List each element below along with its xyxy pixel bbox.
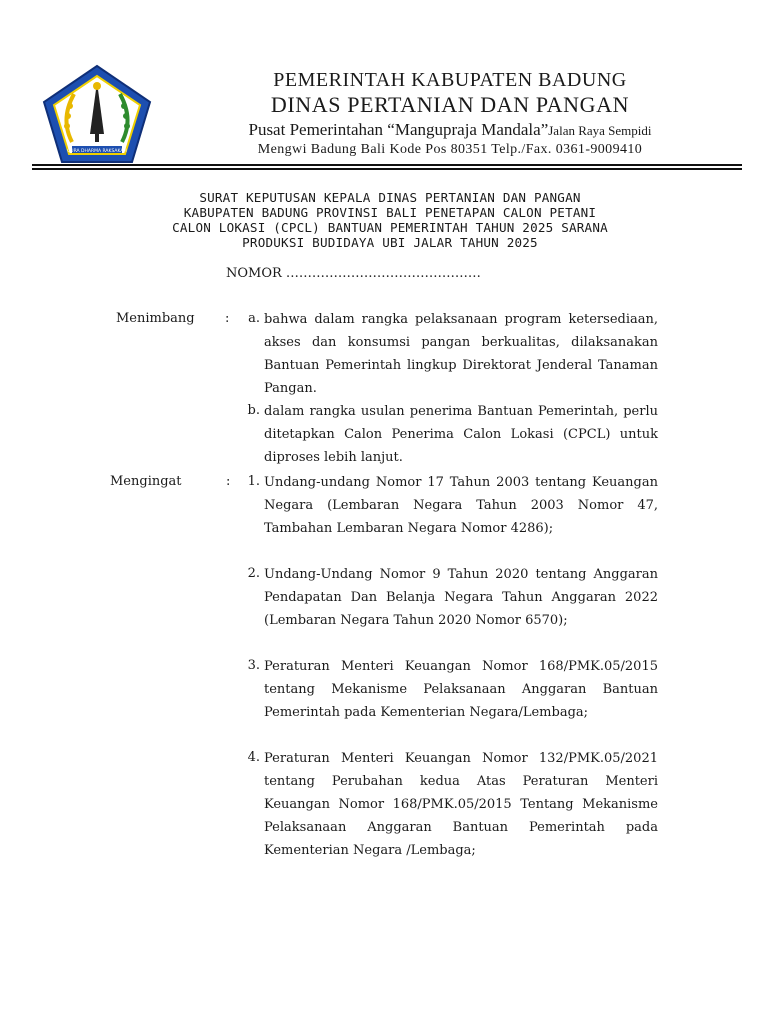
menimbang-mark-b: b. (247, 403, 260, 418)
mengingat-item-1: Undang-undang Nomor 17 Tahun 2003 tentang Keuangan Negara (Lembaran Negara Tahun 2003 Nomor 47, Tambahan Lembaran Negara Nomor 4286); (264, 475, 658, 536)
gov-name: PEMERINTAH KABUPATEN BADUNG (273, 69, 627, 91)
menimbang-item-a: bahwa dalam rangka pelaksanaan program ketersediaan, akses dan konsumsi pangan berkualitas, dilaksanakan Bantuan Pemerintah lingkup Direktorat Jenderal Tanaman Pangan. (264, 312, 658, 396)
document-title: SURAT KEPUTUSAN KEPALA DINAS PERTANIAN DAN PANGAN KABUPATEN BADUNG PROVINSI BALI PENETAPAN CALON PETANI CALON LOKASI (CPCL) BANTUAN PEMERINTAH TAHUN 2025 SARANA PRODUKSI BUDIDAYA UBI JALAR TAHUN 2025 (172, 190, 608, 250)
mengingat-colon: : (226, 474, 231, 489)
mengingat-mark-4: 4. (247, 750, 260, 765)
address-line1: Pusat Pemerintahan “Mangupraja Mandala”Jalan Raya Sempidi (248, 120, 652, 139)
document-number: NOMOR ……………………………………… (226, 266, 481, 281)
mengingat-mark-3: 3. (247, 658, 260, 673)
badung-regency-logo (42, 64, 152, 164)
menimbang-item-b: dalam rangka usulan penerima Bantuan Pemerintah, perlu ditetapkan Calon Penerima Calon Lokasi (CPCL) untuk diproses lebih lanjut. (264, 404, 658, 465)
menimbang-label: Menimbang (116, 311, 195, 326)
svg-text:CURA DHARMA RAKSAKAH: CURA DHARMA RAKSAKAH (67, 149, 127, 154)
mengingat-item-4: Peraturan Menteri Keuangan Nomor 132/PMK.05/2021 tentang Perubahan kedua Atas Peraturan Menteri Keuangan Nomor 168/PMK.05/2015 Tentang Mekanisme Pelaksanaan Anggaran Bantuan Pemerintah pada Kementerian Negara /Lembaga; (264, 751, 658, 858)
mengingat-item-2: Undang-Undang Nomor 9 Tahun 2020 tentang Anggaran Pendapatan Dan Belanja Negara Tahun Anggaran 2022 (Lembaran Negara Tahun 2020 Nomor 6570); (264, 567, 658, 628)
address-line2: Mengwi Badung Bali Kode Pos 80351 Telp./Fax. 0361-9009410 (257, 142, 643, 157)
header-divider-thick (32, 164, 742, 166)
mengingat-mark-2: 2. (247, 566, 260, 581)
mengingat-mark-1: 1. (247, 474, 260, 489)
letterhead (160, 68, 740, 159)
mengingat-item-3: Peraturan Menteri Keuangan Nomor 168/PMK.05/2015 tentang Mekanisme Pelaksanaan Anggaran Bantuan Pemerintah pada Kementerian Negara/Lembaga; (264, 659, 658, 720)
menimbang-colon: : (225, 311, 230, 326)
menimbang-mark-a: a. (248, 311, 260, 326)
header-divider-thin (32, 168, 742, 170)
mengingat-label: Mengingat (110, 474, 182, 489)
agency-name: DINAS PERTANIAN DAN PANGAN (270, 92, 630, 117)
